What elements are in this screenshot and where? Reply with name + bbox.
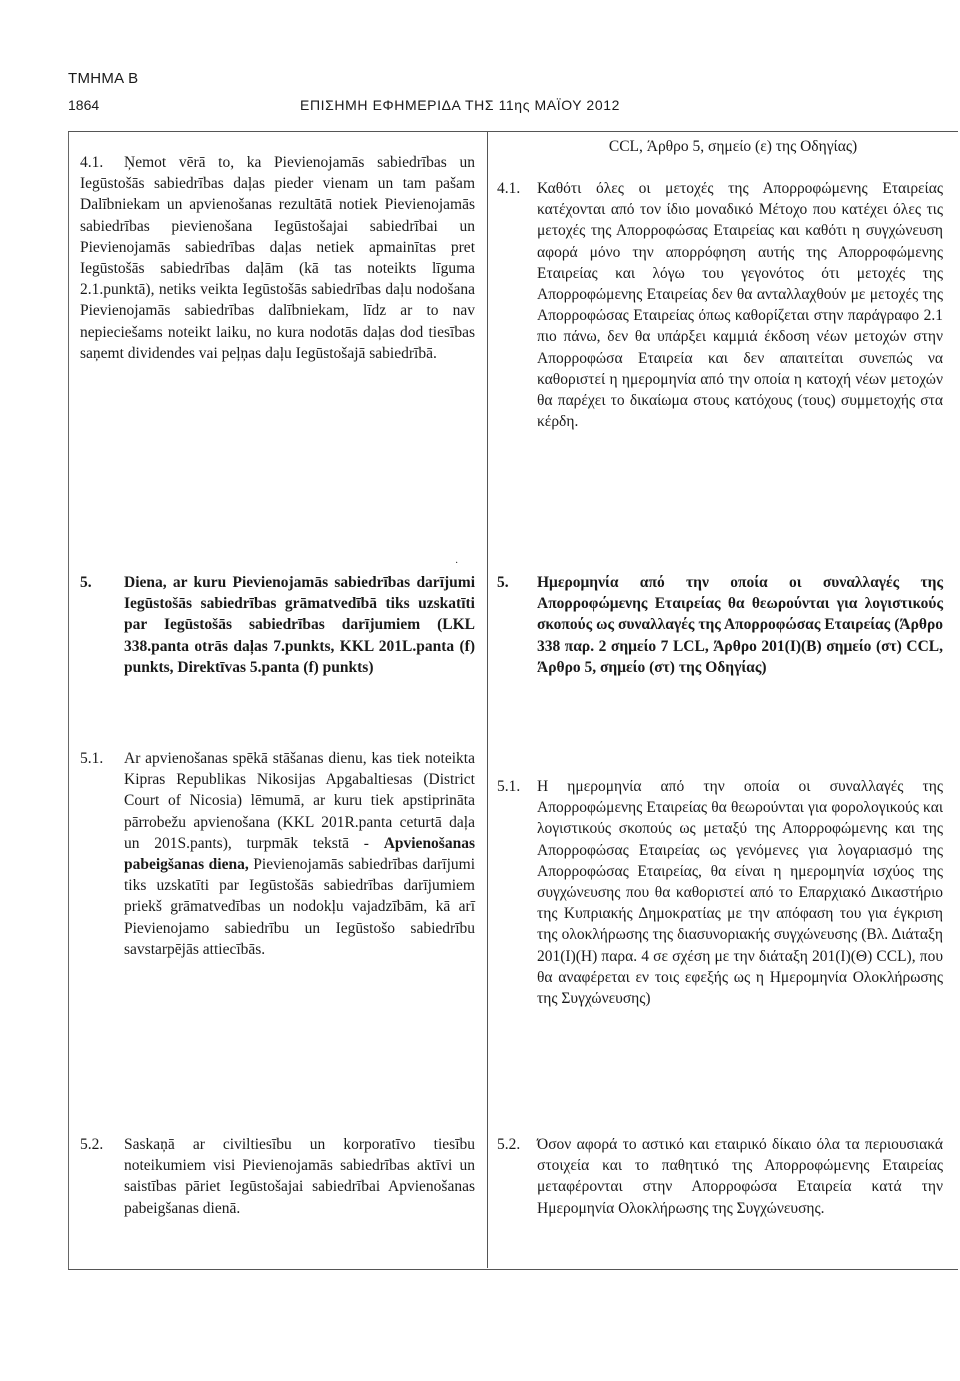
left-paragraph-5-1 (80, 748, 475, 960)
left-paragraph-5-2 (80, 1134, 475, 1219)
right-5-1-number: 5.1. (497, 778, 521, 795)
right-4-1-number: 4.1. (497, 180, 521, 197)
left-4-1-number: 4.1. (80, 154, 104, 171)
right-paragraph-5-2 (497, 1134, 943, 1219)
left-5-2-number: 5.2. (80, 1136, 104, 1153)
right-5-number: 5. (497, 574, 509, 591)
left-5-number: 5. (80, 574, 92, 591)
column-divider (487, 131, 488, 1268)
right-5-2-text: Όσον αφορά το αστικό και εταιρικό δίκαιο όλα τα περιουσιακά στοιχεία και το παθητικό της Απορροφώμενης Εταιρείας μεταφέρονται στην Απορροφώσα Εταιρεία κατά την Ημερομηνία Ολοκλήρωσης της Συγχώνευσης. (537, 1136, 943, 1217)
left-5-1-bold-term: Apvienošanas pabeigšanas diena, (124, 834, 475, 874)
left-5-text: Diena, ar kuru Pievienojamās sabiedrības darījumi Iegūstošās sabiedrības grāmatvedībā tiks uzskatīti par Iegūstošās sabiedrības darījumiem (LKL 338.panta otrās daļas 7.punkts, KKL 201L.panta (f) punkts, Direktīvas 5.panta (f) punkts) (124, 574, 475, 676)
right-column-continued-header: CCL, Άρθρο 5, σημείο (ε) της Οδηγίας) (608, 138, 858, 155)
right-paragraph-5-1 (497, 776, 943, 1009)
left-5-1-number: 5.1. (80, 750, 104, 767)
page-number: 1864 (68, 97, 100, 113)
left-paragraph-4-1 (80, 152, 475, 364)
right-5-1-text: Η ημερομηνία από την οποία οι συναλλαγές της Απορροφώμενης Εταιρείας θα θεωρούνται για φορολογικούς και λογιστικούς σκοπούς ως μεταξύ της Απορροφώμενης και της Απορροφώσας Εταιρείας ως γενόμενες για λογαριασμό της Απορροφώσας Εταιρείας, θα είναι η ημερομηνία ισχύος της συγχώνευσης που θα καθοριστεί από το Επαρχιακό Δικαστήριο της Κυπριακής Δημοκρατίας με την απόφαση του για έγκριση της ολοκλήρωσης της διασυνοριακής συγχώνευσης (Βλ. Διάταξη 201(Ι)(Η) παρα. 4 σε σχέση με την διάταξη 201(Ι)(Θ) CCL), που θα αναφέρεται εν τοις εφεξής ως η Ημερομηνία Ολοκλήρωσης της Συγχώνευσης) (537, 778, 943, 1008)
stray-mark: · (455, 558, 459, 569)
left-5-1-text-b: Pievienojamās sabiedrības darījumi tiks uzskatīti par Iegūstošās sabiedrības darījumiem priekš grāmatvedības un nodokļu vajadzībām, kā arī Pievienojamo sabiedrību un Iegūstošo sabiedrību savstarpējās attiecībās. (124, 856, 475, 958)
right-5-text: Ημερομηνία από την οποία οι συναλλαγές της Απορροφώμενης Εταιρείας θα θεωρούνται για λογιστικούς σκοπούς ως συναλλαγές της Απορροφώσας Εταιρείας (Άρθρο 338 παρ. 2 σημείο 7 LCL, Άρθρο 201(Ι)(Β) σημείο (στ) CCL, Άρθρο 5, σημείο (στ) της Οδηγίας) (537, 574, 943, 676)
left-5-2-text: Saskaņā ar civiltiesību un korporatīvo tiesību noteikumiem visi Pievienojamās sabiedrības aktīvi un saistības pāriet Iegūstošajai sabiedrībai Apvienošanas pabeigšanas dienā. (124, 1136, 475, 1217)
gazette-title: ΕΠΙΣΗΜΗ ΕΦΗΜΕΡΙΔΑ ΤΗΣ 11ης ΜΑΪΟΥ 2012 (300, 97, 620, 113)
right-5-2-number: 5.2. (497, 1136, 521, 1153)
left-4-1-text: Ņemot vērā to, ka Pievienojamās sabiedrības un Iegūstošās sabiedrības daļas pieder vienam un tam pašam Dalībniekam un apvienošanas rezultātā notiek Pievienojamās sabiedrības pievienošana Iegūstošajai sabiedrībai un Pievienojamās sabiedrības daļas netiek apmainītas pret Iegūstošās sabiedrības daļām (kā tas noteikts līguma 2.1.punktā), netiks veikta Iegūstošās sabiedrības daļu nodošana Pievienojamās sabiedrības dalībniekam, līdz ar to nav nepieciešams noteikt laiku, no kura nodotās daļas dod tiesības saņemt dividendes vai peļņas daļu Iegūstošajā sabiedrībā. (80, 154, 475, 362)
right-heading-5 (497, 572, 943, 678)
right-paragraph-4-1 (497, 178, 943, 432)
section-label: ΤΜΗΜΑ Β (68, 70, 139, 87)
left-5-1-text-a: Ar apvienošanas spēkā stāšanas dienu, kas tiek noteikta Kipras Republikas Nikosijas Apgabaltiesas (District Court of Nicosia) lēmumā, ar kuru tiek apstiprināta pārrobežu apvienošana (KKL 201R.panta ceturtā daļa un 201S.pants), turpmāk tekstā - (124, 750, 475, 852)
left-heading-5 (80, 572, 475, 678)
right-4-1-text: Καθότι όλες οι μετοχές της Απορροφώμενης Εταιρείας κατέχονται από τον ίδιο μοναδικό Μέτοχο που κατέχει όλες τις μετοχές της Απορροφώσας Εταιρείας και καθότι η συγχώνευση αφορά μόνο την απορρόφηση αυτής της Απορροφώμενης Εταιρείας και λόγω του γεγονότος ότι μετοχές της Απορροφώμενης Εταιρείας δεν θα ανταλλαχθούν με μετοχές της Απορροφώσας Εταιρείας όπως καθορίζεται στην παράγραφο 2.1 πιο πάνω, δεν θα υπάρξει καμμιά έκδοση νέων μετοχών στην Απορροφώσα Εταιρεία και δεν απαιτείται συνεπώς να καθοριστεί η ημερομηνία από την οποία η κατοχή νέων μετοχών θα παρέχει το δικαίωμα στους κατόχους (τους) συμμετοχής στα κέρδη. (537, 180, 943, 431)
